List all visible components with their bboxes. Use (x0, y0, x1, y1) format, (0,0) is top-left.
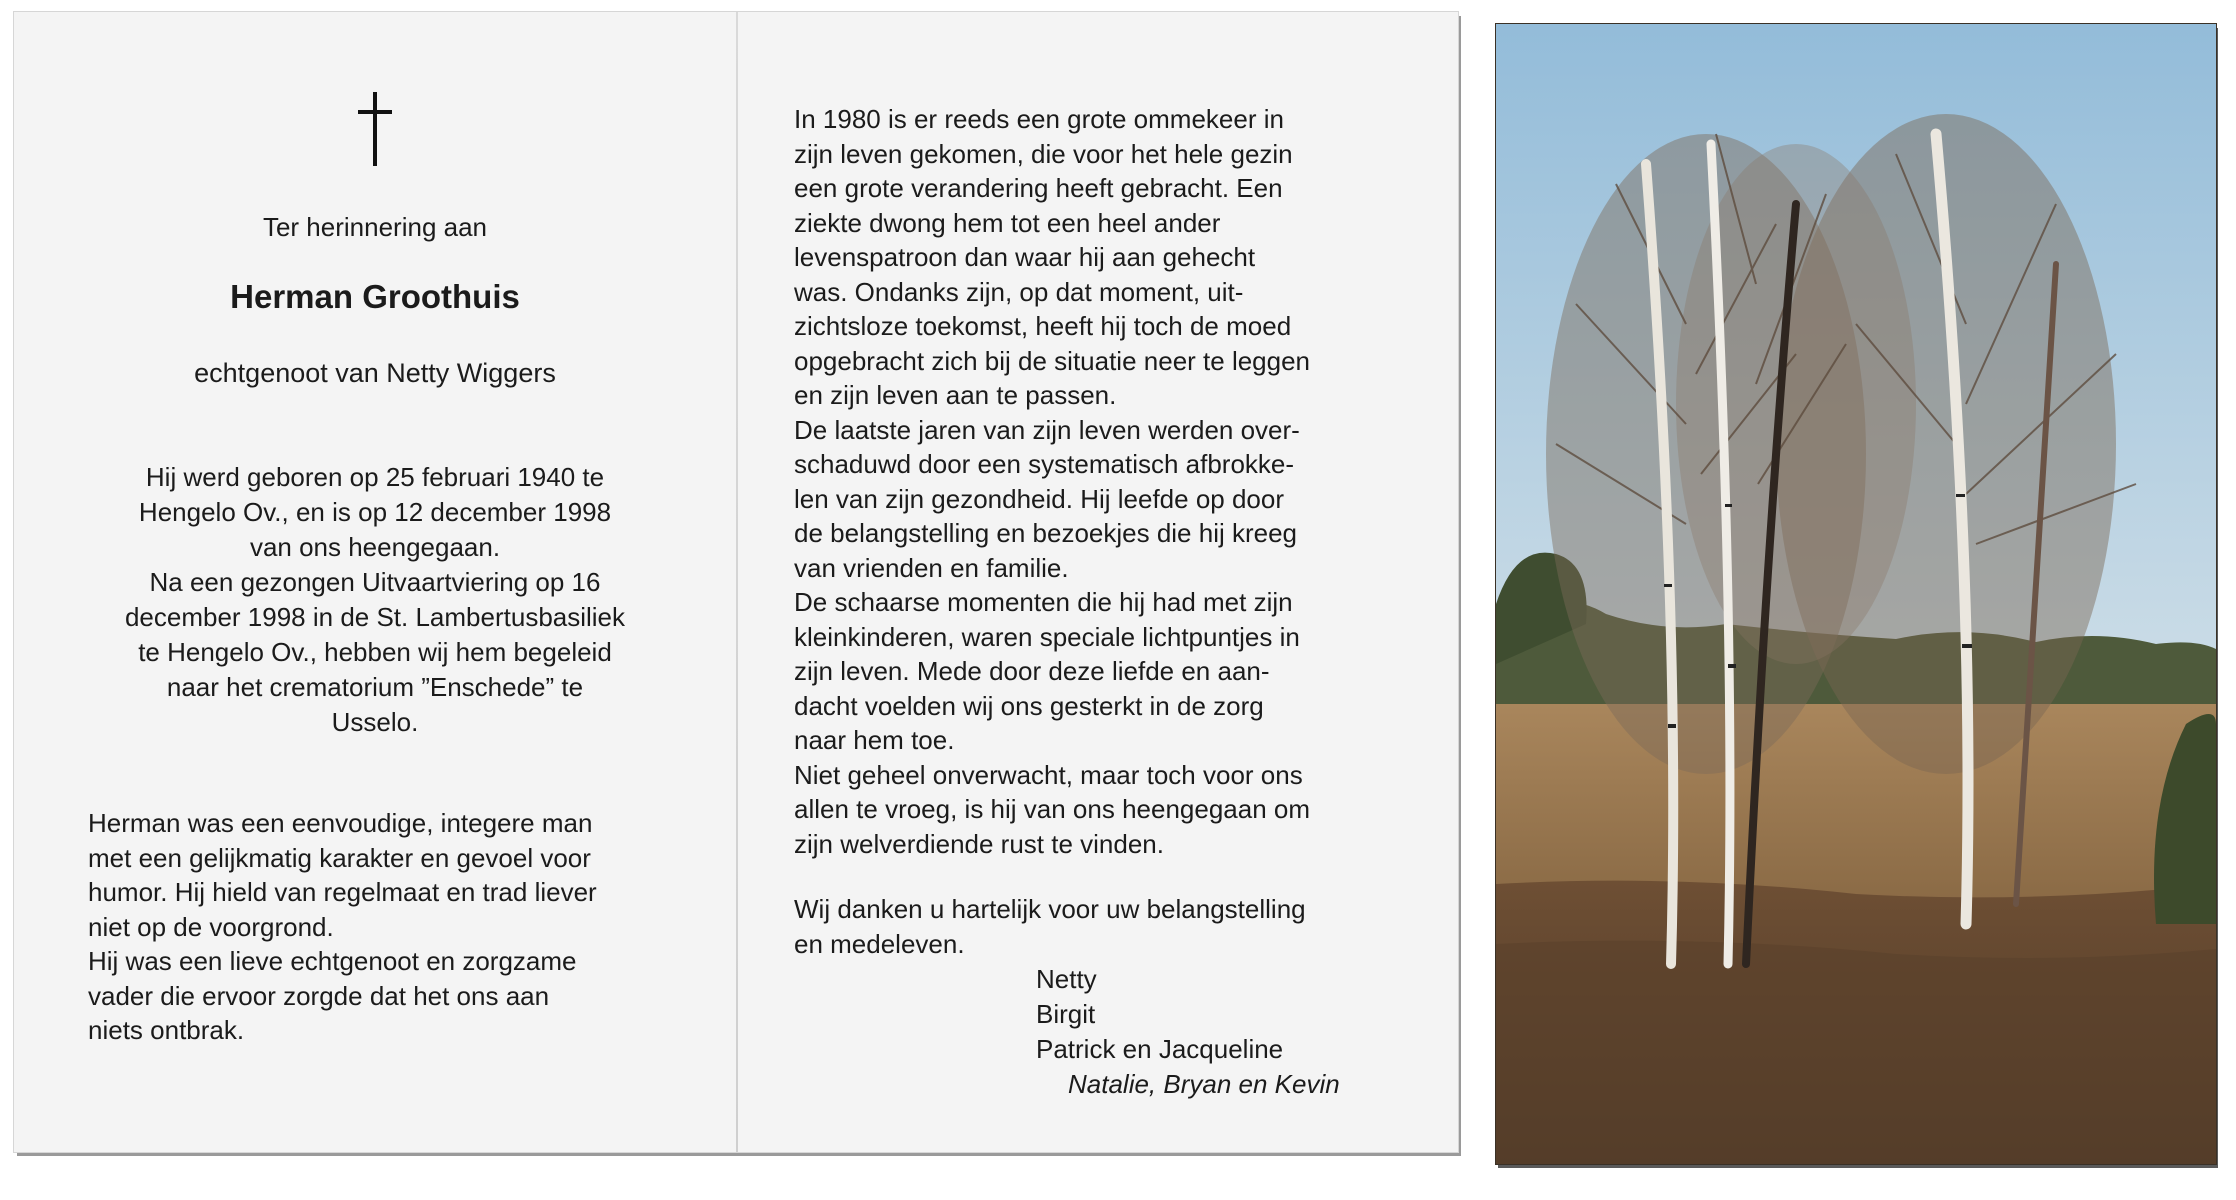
birch-landscape-photo (1496, 24, 2216, 1164)
cross-icon (350, 92, 400, 166)
story-line: van vrienden en familie. (794, 552, 1069, 583)
card-left-panel (14, 12, 736, 1152)
story-line: ziekte dwong hem tot een heel ander (794, 207, 1221, 238)
character-line: Hij was een lieve echtgenoot en zorgzame (88, 946, 577, 976)
bio-line: december 1998 in de St. Lambertusbasiliek (124, 602, 626, 632)
story-line: Niet geheel onverwacht, maar toch voor ons (794, 759, 1303, 790)
landscape-image (1496, 24, 2216, 1164)
story-line: zijn welverdiende rust te vinden. (794, 828, 1164, 859)
story-paragraph (794, 102, 1360, 861)
story-line: De schaarse momenten die hij had met zijn (794, 587, 1293, 617)
spouse-line: echtgenoot van Netty Wiggers (194, 358, 556, 388)
thanks-line: Wij danken u hartelijk voor uw belangstelling (794, 894, 1306, 924)
signature-name: Netty (1036, 964, 1097, 994)
story-line: schaduwd door een systematisch afbrokke- (794, 449, 1295, 479)
story-line: levenspatroon dan waar hij aan gehecht (794, 242, 1256, 272)
card-fold-line (736, 12, 738, 1152)
story-line: zichtsloze toekomst, heeft hij toch de moed (794, 311, 1292, 341)
story-line: was. Ondanks zijn, op dat moment, uit- (794, 276, 1244, 307)
bio-line: van ons heengegaan. (249, 532, 501, 562)
story-line: dacht voelden wij ons gesterkt in de zorg (794, 690, 1264, 721)
character-line: humor. Hij hield van regelmaat en trad liever (88, 877, 597, 907)
story-line: naar hem toe. (794, 725, 955, 755)
grandchildren-names: Natalie, Bryan en Kevin (1068, 1069, 1340, 1099)
story-line: een grote verandering heeft gebracht. Een (794, 173, 1283, 203)
story-line: en zijn leven aan te passen. (794, 380, 1117, 410)
bio-line: Hij werd geboren op 25 februari 1940 te (145, 462, 605, 492)
bio-line: naar het crematorium ”Enschede” te (166, 672, 584, 702)
story-line: In 1980 is er reeds een grote ommekeer in (794, 104, 1284, 134)
character-line: Herman was een eenvoudige, integere man (88, 808, 593, 838)
deceased-name: Herman Groothuis (230, 278, 520, 315)
character-line: niet op de voorgrond. (88, 911, 334, 942)
thanks-line: en medeleven. (794, 928, 965, 959)
bio-line: Hengelo Ov., en is op 12 december 1998 (138, 497, 612, 527)
story-line: len van zijn gezondheid. Hij leefde op door (794, 483, 1285, 514)
bio-line: Na een gezongen Uitvaartviering op 16 (149, 567, 601, 597)
story-line: allen te vroeg, is hij van ons heengegaan om (794, 794, 1311, 824)
signature-name: Birgit (1036, 999, 1096, 1029)
signature-name: Patrick en Jacqueline (1036, 1034, 1284, 1064)
story-line: zijn leven gekomen, die voor het hele gezin (794, 138, 1293, 169)
bio-paragraph (84, 460, 666, 740)
story-line: De laatste jaren van zijn leven werden over- (794, 414, 1300, 445)
family-signoff (1036, 962, 1340, 1102)
story-line: kleinkinderen, waren speciale lichtpuntjes in (794, 621, 1300, 652)
card-right-panel (738, 12, 1458, 1152)
story-line: de belangstelling en bezoekjes die hij kreeg (794, 518, 1298, 548)
character-line: niets ontbrak. (88, 1015, 245, 1045)
character-paragraph (88, 806, 670, 1048)
character-line: met een gelijkmatig karakter en gevoel voor (88, 842, 591, 873)
story-line: zijn leven. Mede door deze liefde en aan- (794, 656, 1270, 686)
intro-text: Ter herinnering aan (262, 212, 488, 242)
thanks-paragraph (794, 892, 1368, 961)
bio-line: te Hengelo Ov., hebben wij hem begeleid (138, 637, 612, 667)
bio-line: Usselo. (331, 707, 419, 737)
story-line: opgebracht zich bij de situatie neer te leggen (794, 345, 1311, 376)
character-line: vader die ervoor zorgde dat het ons aan (88, 980, 550, 1011)
